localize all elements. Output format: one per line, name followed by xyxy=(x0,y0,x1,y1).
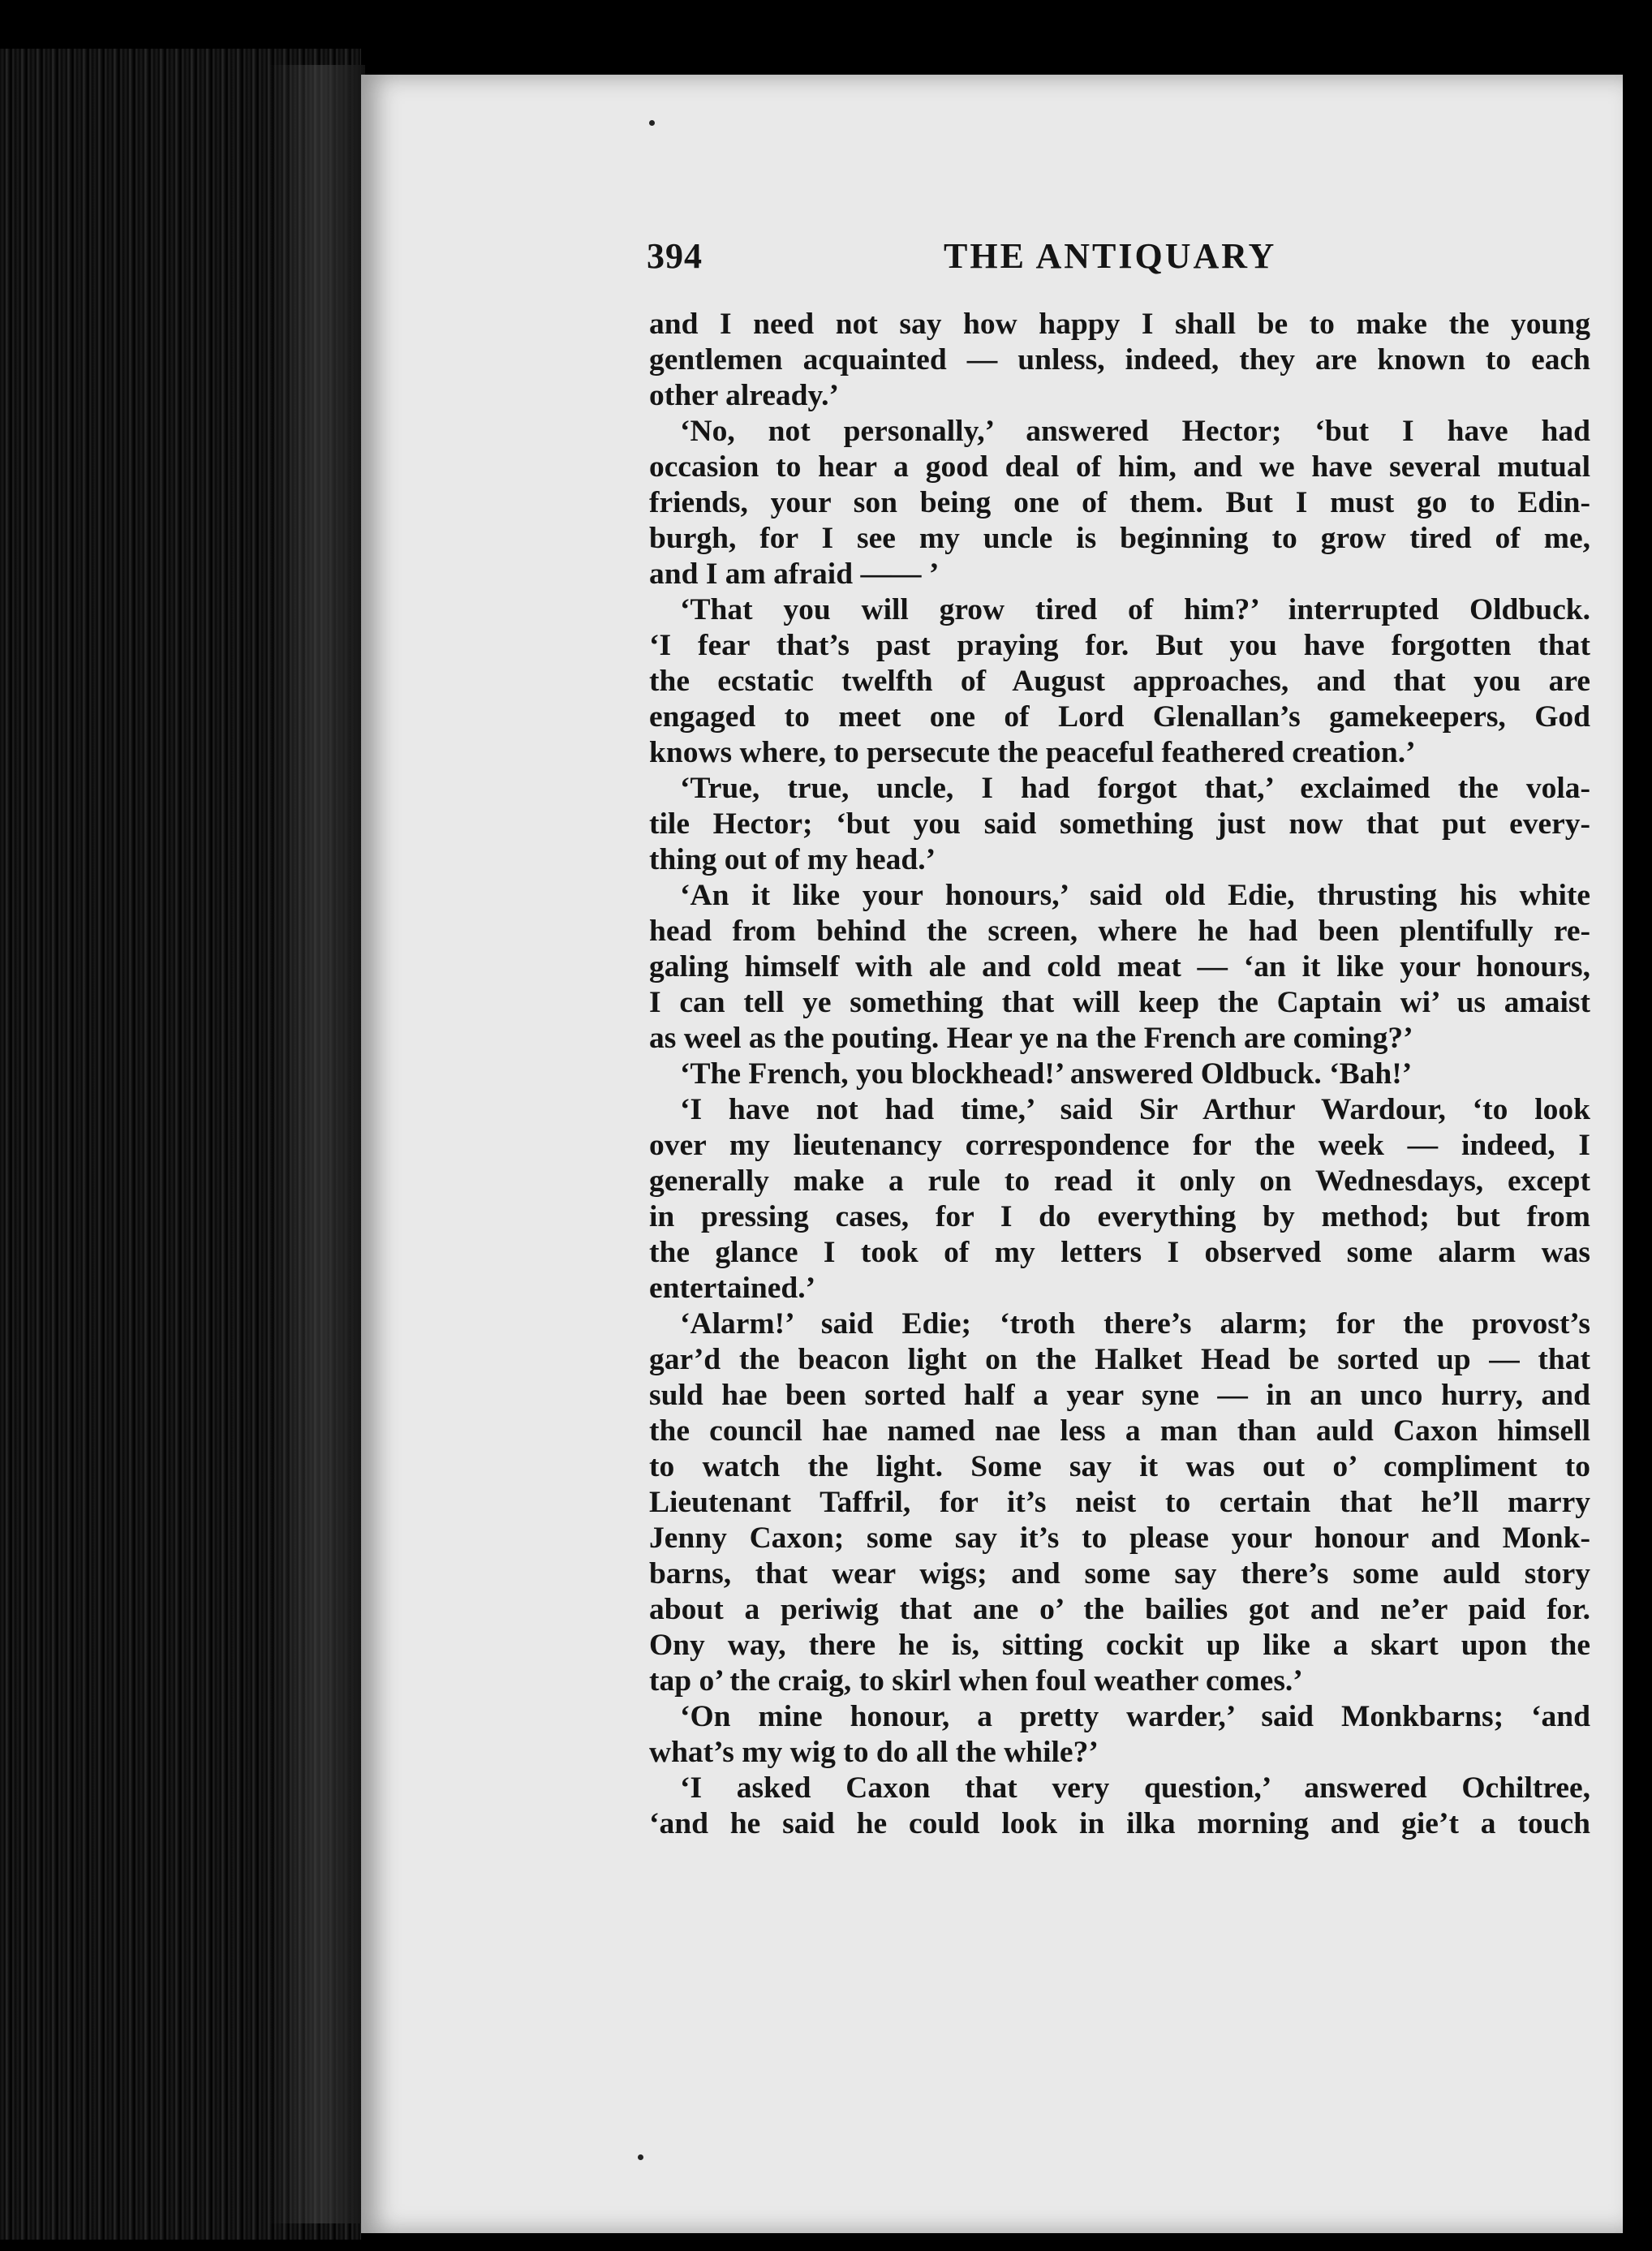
speck-mark xyxy=(649,120,655,126)
text-line: ‘I fear that’s past praying for. But you have forgotten that xyxy=(649,629,1590,662)
text-line: Ony way, there he is, sitting cockit up like a skart upon the xyxy=(649,1629,1590,1662)
text-line: ‘On mine honour, a pretty warder,’ said Monkbarns; ‘and xyxy=(680,1700,1590,1733)
page-gutter-shadow xyxy=(268,65,365,2223)
text-line: ‘I asked Caxon that very question,’ answered Ochiltree, xyxy=(680,1771,1590,1805)
text-line: I can tell ye something that will keep the Captain wi’ us amaist xyxy=(649,986,1590,1019)
text-line: to watch the light. Some say it was out o’ compliment to xyxy=(649,1450,1590,1483)
text-line: entertained.’ xyxy=(649,1272,816,1305)
text-line: friends, your son being one of them. But I must go to Edin- xyxy=(649,486,1590,519)
text-line: galing himself with ale and cold meat — ‘an it like your honours, xyxy=(649,950,1590,983)
text-line: Jenny Caxon; some say it’s to please your honour and Monk- xyxy=(649,1521,1590,1555)
page-number: 394 xyxy=(647,236,703,276)
text-line: what’s my wig to do all the while?’ xyxy=(649,1736,1099,1769)
text-line: ‘That you will grow tired of him?’ interrupted Oldbuck. xyxy=(680,593,1590,626)
text-line: suld hae been sorted half a year syne — in an unco hurry, and xyxy=(649,1379,1590,1412)
text-line: in pressing cases, for I do everything by method; but from xyxy=(649,1200,1590,1233)
text-line: tile Hector; ‘but you said something just now that put every- xyxy=(649,807,1590,841)
page-title: THE ANTIQUARY xyxy=(944,236,1277,276)
text-line: and I am afraid —— ’ xyxy=(649,557,940,591)
body-text xyxy=(649,307,1590,1842)
text-line: the ecstatic twelfth of August approaches, and that you are xyxy=(649,665,1590,698)
text-line: knows where, to persecute the peaceful feathered creation.’ xyxy=(649,736,1416,769)
text-line: and I need not say how happy I shall be to make the young xyxy=(649,308,1590,341)
text-line: gar’d the beacon light on the Halket Head be sorted up — that xyxy=(649,1343,1590,1376)
text-line: burgh, for I see my uncle is beginning to grow tired of me, xyxy=(649,522,1590,555)
text-line: barns, that wear wigs; and some say there’s some auld story xyxy=(649,1557,1590,1590)
text-line: ‘and he said he could look in ilka morning and gie’t a touch xyxy=(649,1807,1590,1840)
text-line: about a periwig that ane o’ the bailies got and ne’er paid for. xyxy=(649,1593,1590,1626)
text-line: ‘The French, you blockhead!’ answered Oldbuck. ‘Bah!’ xyxy=(680,1057,1413,1091)
text-line: Lieutenant Taffril, for it’s neist to certain that he’ll marry xyxy=(649,1486,1590,1519)
text-line: head from behind the screen, where he had been plentifully re- xyxy=(649,915,1590,948)
text-line: gentlemen acquainted — unless, indeed, they are known to each xyxy=(649,343,1590,377)
text-line: ‘True, true, uncle, I had forgot that,’ exclaimed the vola- xyxy=(680,772,1590,805)
running-head xyxy=(647,235,1588,284)
speck-mark xyxy=(638,2154,643,2160)
text-line: over my lieutenancy correspondence for the week — indeed, I xyxy=(649,1129,1590,1162)
text-line: engaged to meet one of Lord Glenallan’s gamekeepers, God xyxy=(649,700,1590,734)
text-line: as weel as the pouting. Hear ye na the French are coming?’ xyxy=(649,1022,1413,1055)
text-line: other already.’ xyxy=(649,379,840,412)
text-line: the council hae named nae less a man than auld Caxon himsell xyxy=(649,1414,1590,1448)
text-line: ‘No, not personally,’ answered Hector; ‘but I have had xyxy=(680,415,1590,448)
text-line: the glance I took of my letters I observed some alarm was xyxy=(649,1236,1590,1269)
text-line: ‘I have not had time,’ said Sir Arthur Wardour, ‘to look xyxy=(680,1093,1590,1126)
text-line: tap o’ the craig, to skirl when foul weather comes.’ xyxy=(649,1664,1303,1698)
text-line: ‘Alarm!’ said Edie; ‘troth there’s alarm; for the provost’s xyxy=(680,1307,1590,1341)
text-line: ‘An it like your honours,’ said old Edie, thrusting his white xyxy=(680,879,1590,912)
text-line: occasion to hear a good deal of him, and we have several mutual xyxy=(649,450,1590,484)
text-line: thing out of my head.’ xyxy=(649,843,936,876)
text-line: generally make a rule to read it only on Wednesdays, except xyxy=(649,1164,1590,1198)
